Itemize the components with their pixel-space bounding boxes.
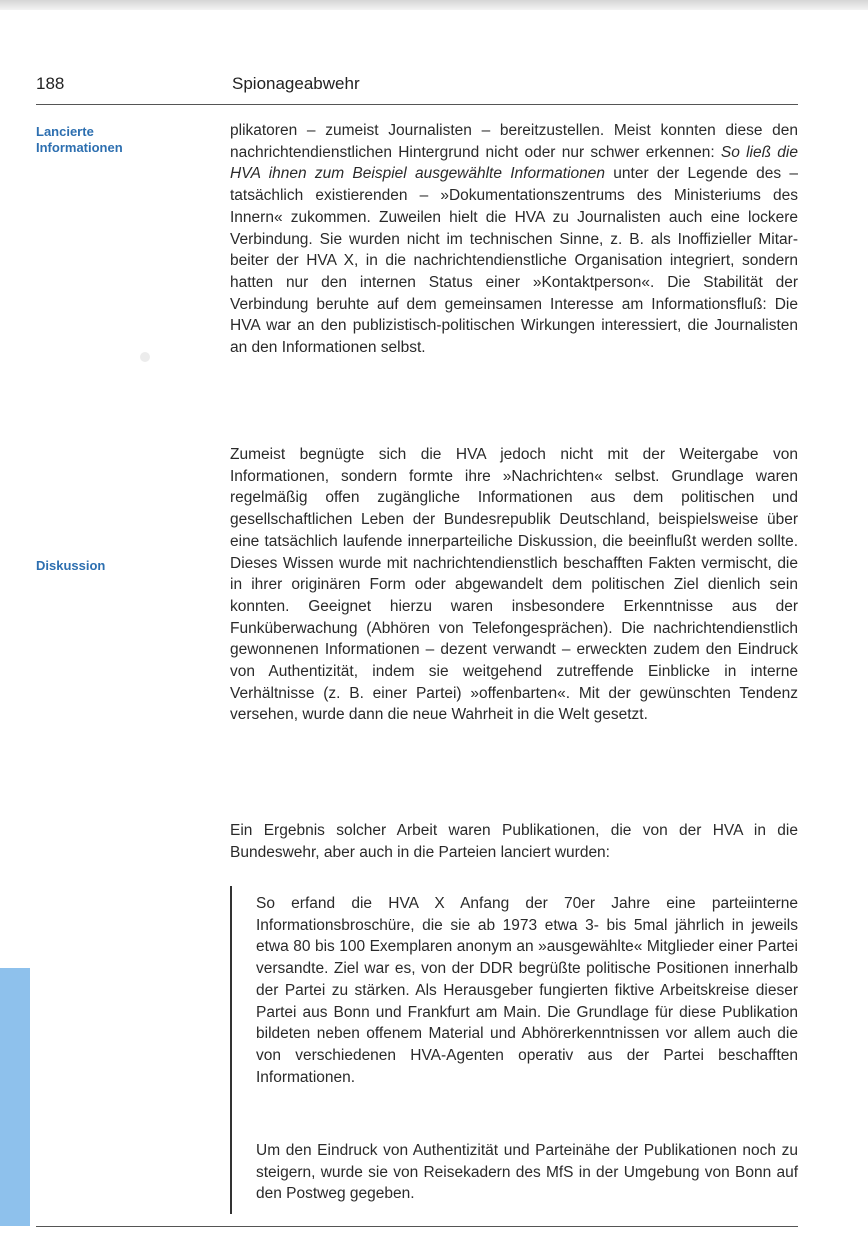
running-head: Spionageabwehr [232, 74, 360, 93]
page-number: 188 [36, 74, 65, 93]
paragraph-italic-text: So ließ die HVA ihnen zum Beispiel ausgewählte Informationen [230, 143, 798, 183]
quote-paragraph-postweg: Um den Eindruck von Authentizität und Parteinähe der Publikationen noch zu steigern, wurde sie von Reisekadern des MfS in der Umgebung von Bonn auf den Postweg gegeben. [256, 1142, 798, 1203]
chapter-thumb-tab [0, 968, 30, 1226]
scan-top-shade [0, 0, 868, 10]
margin-note-line: Lancierte [36, 124, 94, 139]
quote-bar [230, 886, 232, 1214]
paragraph-text: unter der Legende des – tatsächlich existierenden – »Dokumentationszentrums des Ministeriums des Innern« zukommen. Zuweilen hielt die HVA zu Journalisten auch eine lockere Verbindung. Sie wurden nicht im technischen Sinne, z. B. als Inoffizieller Mitarbeiter der HVA X, in die nachrichtendienstliche Organisation integriert, sondern hatten nur den internen Status einer »Kontaktperson«. Die Stabilität der Verbindung beruhte auf dem gemeinsamen Interesse am Informationsfluß: Die HVA war an den publizistisch-politischen Wirkungen interessiert, die Journalisten an den Informationen selbst. [230, 165, 798, 357]
margin-note-lancierte-informationen [36, 124, 206, 156]
quote-paragraph-broschuere: So erfand die HVA X Anfang der 70er Jahre eine parteiinterne Informationsbroschüre, die sie ab 1973 etwa 3- bis 5mal jährlich in jeweils etwa 80 bis 100 Exemplaren anonym an »ausgewählte« Mitglieder einer Partei versandte. Ziel war es, von der DDR begrüßte politische Positionen innerhalb der Partei zu stärken. Als Herausgeber fungierten fiktive Arbeitskreise dieser Partei aus Bonn und Frankfurt am Main. Die Grundlage für diese Publikation bildeten neben offenem Material und Abhörerkenntnissen vor allem auch die von verschiedenen HVA-Agenten operativ aus der Partei beschafften Informationen. [256, 895, 798, 1086]
scan-smudge [140, 352, 150, 362]
paragraph-nachrichten: Zumeist begnügte sich die HVA jedoch nicht mit der Weitergabe von Informationen, sondern formte ihre »Nachrichten« selbst. Grundlage waren regelmäßig offen zugängliche Informationen aus dem politischen und gesellschaftlichen Leben der Bundesrepublik Deutschland, beispielsweise über eine tatsächlich laufende innerparteiliche Diskussion, die beeinflußt werden sollte. Dieses Wissen wurde mit nachrichtendienstlich beschafften Fakten vermischt, die in ihrer originären Form oder abgewandelt dem politischen Ziel dienlich sein konnten. Geeignet hierzu waren insbesondere Erkenntnisse aus der Funküberwachung (Abhören von Telefongesprächen). Die nachrichtendienstlich gewonnenen Informationen – dezent verwandt – erweckten zudem den Eindruck von Authentizität, indem sie weitgehend zutreffende Einblicke in interne Verhältnisse (z. B. einer Partei) »offenbarten«. Mit der gewünschten Tendenz versehen, wurde dann die neue Wahrheit in die Welt gesetzt. [230, 446, 798, 724]
paragraph-publikationen: Ein Ergebnis solcher Arbeit waren Publikationen, die von der HVA in die Bundeswehr, aber auch in die Parteien lanciert wurden: [230, 822, 798, 861]
paragraph-text: plikatoren – zumeist Journalisten – bereitzustellen. Meist konnten diese den nachrichtendienstlichen Hintergrund nicht oder nur schwer erkennen: [230, 122, 798, 161]
header-rule [36, 104, 798, 105]
footer-rule [36, 1226, 798, 1227]
margin-note-line: Informationen [36, 140, 123, 155]
paragraph-journalisten [230, 120, 798, 359]
margin-note-diskussion: Diskussion [36, 558, 106, 573]
